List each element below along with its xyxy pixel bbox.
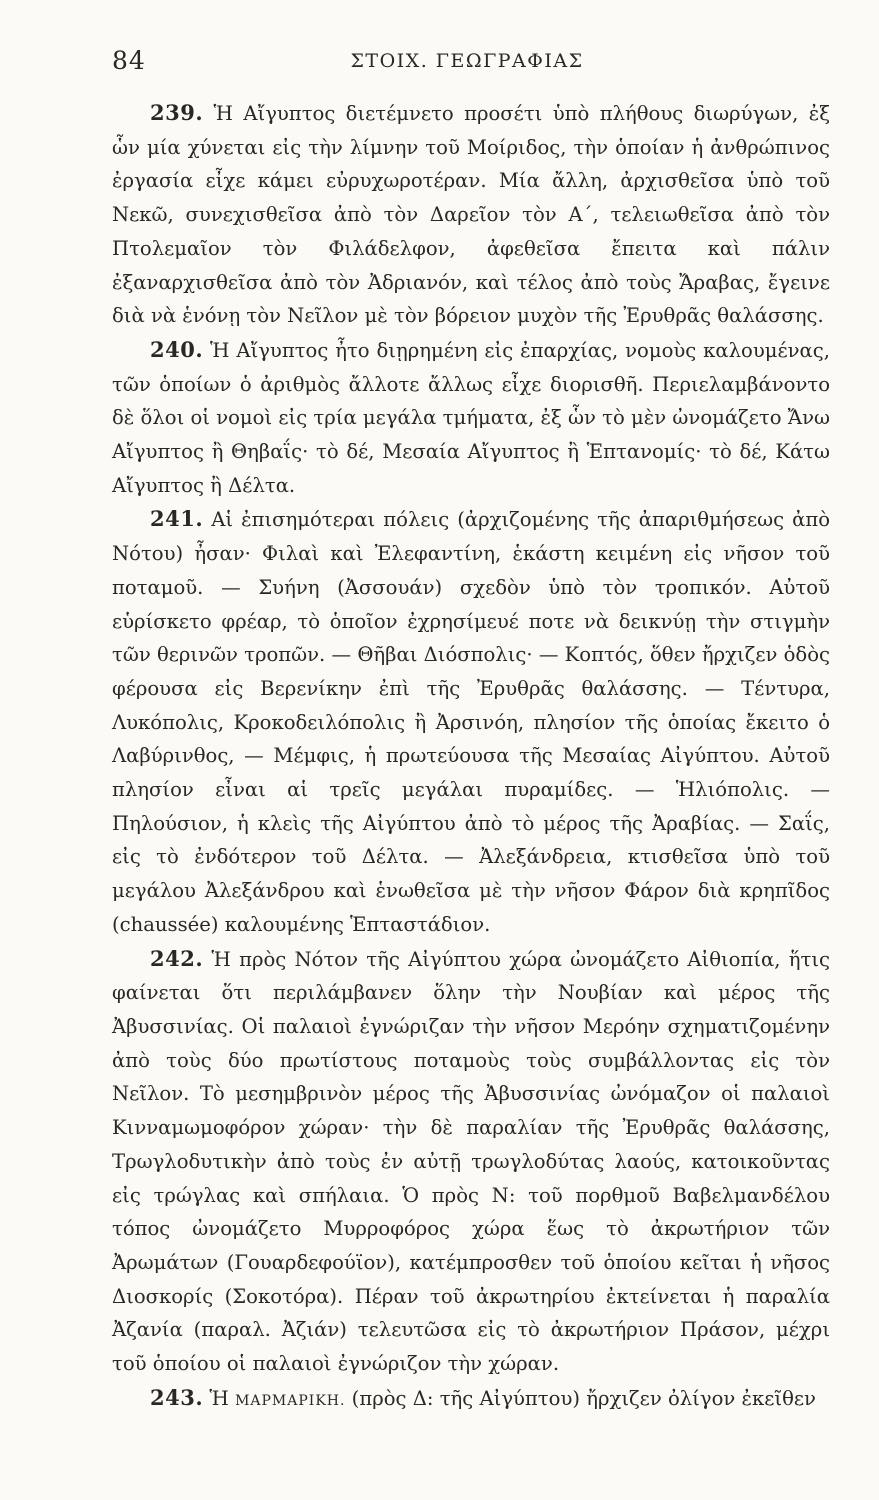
paragraph-242 (112, 942, 830, 1381)
paragraph-text: Ἡ Αἴγυπτος διετέμνετο προσέτι ὑπὸ πλήθους διωρύγων, ἐξ ὧν μία χύνεται εἰς τὴν λίμνην τοῦ Μοίριδος, τὴν ὁποίαν ἡ ἀνθρώπινος ἐργασία εἶχε κάμει εὐρυχωροτέραν. Μία ἄλλη, ἀρχισθεῖσα ὑπὸ τοῦ Νεκῶ, συνεχισθεῖσα ἀπὸ τὸν Δαρεῖον τὸν Α΄, τελειωθεῖσα ἀπὸ τὸν Πτολεμαῖον τὸν Φιλάδελφον, ἀφεθεῖσα ἔπειτα καὶ πάλιν ἐξαναρχισθεῖσα ἀπὸ τὸν Ἀδριανόν, καὶ τέλος ἀπὸ τοὺς Ἄραβας, ἔγεινε διὰ νὰ ἑνόνῃ τὸν Νεῖλον μὲ τὸν βόρειον μυχὸν τῆς Ἐρυθρᾶς θαλάσσης. (112, 102, 830, 328)
paragraph-241 (112, 502, 830, 941)
running-title: ΣΤΟΙΧ. ΓΕΩΓΡΑΦΙΑΣ (350, 50, 584, 72)
running-head (112, 46, 822, 76)
paragraph-text: Αἱ ἐπισημότεραι πόλεις (ἀρχιζομένης τῆς ἀπαριθμήσεως ἀπὸ Νότου) ἦσαν· Φιλαὶ καὶ Ἐλεφαντίνη, ἑκάστη κειμένη εἰς νῆσον τοῦ ποταμοῦ. — Συήνη (Ἀσσουάν) σχεδὸν ὑπὸ τὸν τροπικόν. Αὐτοῦ εὑρίσκετο φρέαρ, τὸ ὁποῖον ἐχρησίμευέ ποτε νὰ δεικνύῃ τὴν στιγμὴν τῶν θερινῶν τροπῶν. — Θῆβαι Διόσπολις· — Κοπτός, ὅθεν ἤρχιζεν ὁδὸς φέρουσα εἰς Βερενίκην ἐπὶ τῆς Ἐρυθρᾶς θαλάσσης. — Τέντυρα, Λυκόπολις, Κροκοδειλόπολις ἢ Ἀρσινόη, πλησίον τῆς ὁποίας ἔκειτο ὁ Λαβύρινθος, — Μέμφις, ἡ πρωτεύουσα τῆς Μεσαίας Αἰγύπτου. Αὐτοῦ πλησίον εἶναι αἱ τρεῖς μεγάλαι πυραμίδες. — Ἡλιόπολις. — Πηλούσιον, ἡ κλεὶς τῆς Αἰγύπτου ἀπὸ τὸ μέρος τῆς Ἀραβίας. — Σαΐς, εἰς τὸ ἐνδότερον τοῦ Δέλτα. — Ἀλεξάνδρεια, κτισθεῖσα ὑπὸ τοῦ μεγάλου Ἀλεξάνδρου καὶ ἑνωθεῖσα μὲ τὴν νῆσον Φάρον διὰ κρηπῖδος (chaussée) καλουμένης Ἑπταστάδιον. (112, 508, 830, 936)
page-number: 84 (112, 46, 146, 75)
paragraph-number: 241. (150, 506, 204, 532)
paragraph-number: 240. (150, 336, 204, 362)
body-text (112, 96, 830, 1418)
paragraph-text: (πρὸς Δ: τῆς Αἰγύπτου) ἤρχιζεν ὀλίγον ἐκεῖθεν (345, 1386, 816, 1410)
paragraph-240 (112, 333, 830, 503)
paragraph-number: 239. (150, 100, 204, 125)
paragraph-number: 243. (150, 1384, 204, 1410)
paragraph-text: Ἡ Αἴγυπτος ἦτο διῃρημένη εἰς ἐπαρχίας, νομοὺς καλουμένας, τῶν ὁποίων ὁ ἀριθμὸς ἄλλοτε ἄλλως εἶχε διορισθῆ. Περιελαμβάνοντο δὲ ὅλοι οἱ νομοὶ εἰς τρία μεγάλα τμήματα, ἐξ ὧν τὸ μὲν ὠνομάζετο Ἄνω Αἴγυπτος ἢ Θηβαΐς· τὸ δέ, Μεσαία Αἴγυπτος ἢ Ἑπτανομίς· τὸ δέ, Κάτω Αἴγυπτος ἢ Δέλτα. (112, 338, 830, 497)
paragraph-number: 242. (150, 945, 204, 971)
paragraph-lead: Ἡ (203, 1386, 236, 1410)
section-heading-marmarike: ΜΑΡΜΑΡΙΚΗ. (235, 1392, 346, 1409)
paragraph-239 (112, 96, 830, 333)
paragraph-243 (112, 1381, 830, 1419)
paragraph-text: Ἡ πρὸς Νότον τῆς Αἰγύπτου χώρα ὠνομάζετο Αἰθιοπία, ἥτις φαίνεται ὅτι περιλάμβανεν ὅλην τὴν Νουβίαν καὶ μέρος τῆς Ἀβυσσινίας. Οἱ παλαιοὶ ἐγνώριζαν τὴν νῆσον Μερόην σχηματιζομένην ἀπὸ τοὺς δύο πρωτίστους ποταμοὺς τοὺς συμβάλλοντας εἰς τὸν Νεῖλον. Τὸ μεσημβρινὸν μέρος τῆς Ἀβυσσινίας ὠνόμαζον οἱ παλαιοὶ Κινναμωμοφόρον χώραν· τὴν δὲ παραλίαν τῆς Ἐρυθρᾶς θαλάσσης, Τρωγλοδυτικὴν ἀπὸ τοὺς ἐν αὐτῇ τρωγλοδύτας λαούς, κατοικοῦντας εἰς τρώγλας καὶ σπήλαια. Ὁ πρὸς Ν: τοῦ πορθμοῦ Βαβελμανδέλου τόπος ὠνομάζετο Μυρροφόρος χώρα ἕως τὸ ἀκρωτήριον τῶν Ἀρωμάτων (Γουαρδεφούϊον), κατέμπροσθεν τοῦ ὁποίου κεῖται ἡ νῆσος Διοσκορίς (Σοκοτόρα). Πέραν τοῦ ἀκρωτηρίου ἐκτείνεται ἡ παραλία Ἀζανία (παραλ. Ἀζιάν) τελευτῶσα εἰς τὸ ἀκρωτήριον Πράσον, μέχρι τοῦ ὁποίου οἱ παλαιοὶ ἐγνώριζον τὴν χώραν. (112, 947, 830, 1376)
